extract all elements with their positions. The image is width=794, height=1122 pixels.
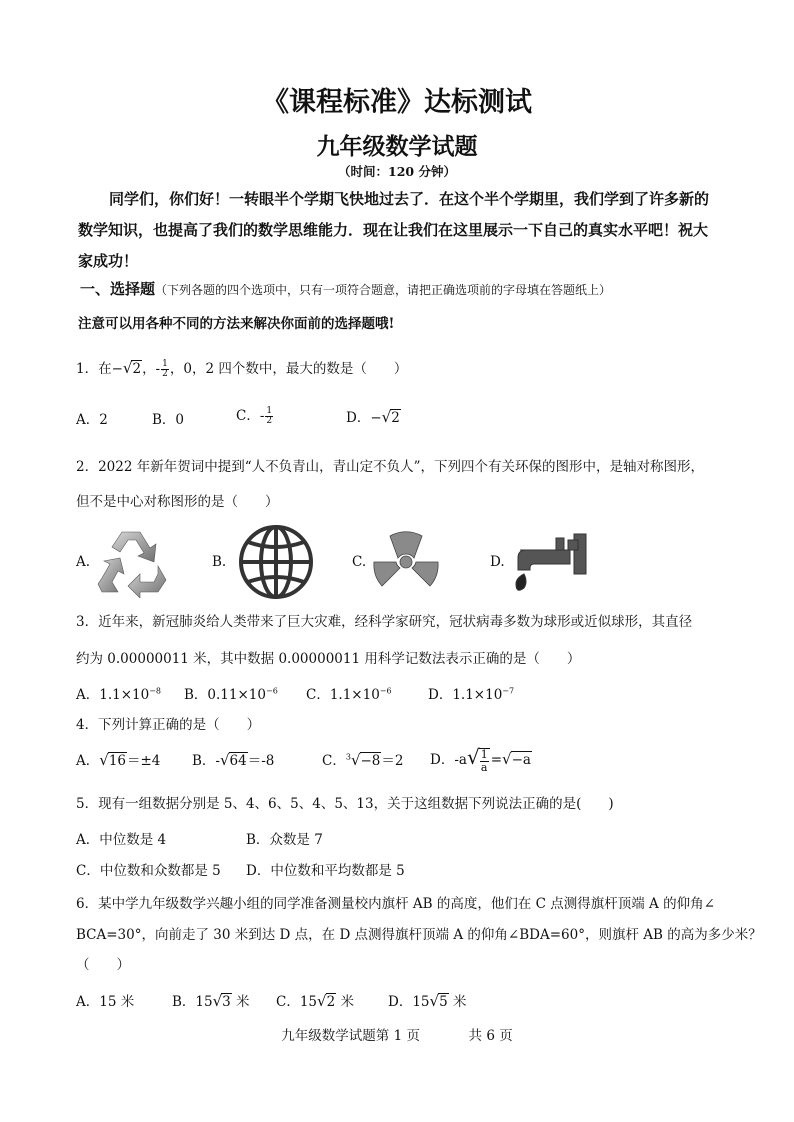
q2-line-2: 但不是中心对称图形的是（ ） [76, 494, 279, 510]
q6-option-b[interactable] [172, 990, 250, 1010]
section-note: （下列各题的四个选项中，只有一项符合题意，请把正确选项前的字母填在答题纸上） [155, 283, 612, 297]
q4-option-b-result: ＝-8 [247, 753, 275, 769]
q4-option-a-result: ＝±4 [127, 753, 161, 769]
q2-option-c[interactable]: C. [352, 554, 367, 570]
q6-option-d-label: D．15 [388, 994, 430, 1010]
q6-option-c[interactable] [276, 990, 354, 1010]
q6-option-d-unit: 米 [448, 994, 467, 1010]
root-index: 3 [345, 752, 351, 762]
q4-option-d-fraction [479, 748, 490, 774]
frac-denominator: 2 [266, 416, 273, 426]
exam-title: 《课程标准》达标测试 [262, 87, 532, 118]
q1-option-d-radicand: 2 [391, 410, 400, 426]
recycle-icon [96, 526, 172, 598]
q6-option-c-radicand: 2 [326, 994, 336, 1010]
q4-option-d-radicand: −a [511, 752, 531, 768]
sqrt-symbol: √ [429, 992, 440, 1010]
sqrt-symbol: √ [502, 750, 512, 768]
exponent: −6 [379, 686, 392, 696]
sqrt-symbol: √ [212, 992, 223, 1010]
q4-option-a-label: A． [76, 753, 100, 769]
q6-line-3: （ ） [76, 957, 130, 973]
q6-option-b-radicand: 3 [222, 994, 231, 1010]
q1-option-d[interactable] [346, 406, 401, 426]
exponent: −6 [265, 686, 278, 696]
q3-option-b-label: B．0.11×10 [184, 687, 266, 703]
q4-option-c[interactable] [322, 749, 404, 769]
sqrt-symbol: √ [317, 992, 327, 1010]
q3-option-c-label: C．1.1×10 [306, 687, 380, 703]
q4-option-b-label: B．- [192, 753, 220, 769]
sqrt-symbol: √ [381, 408, 392, 426]
cube-root-symbol: √ [350, 751, 361, 769]
equals-sign: = [490, 752, 502, 768]
q1-option-c-fraction [265, 407, 273, 426]
q1-fraction [161, 360, 169, 379]
frac-denominator: a [480, 760, 488, 774]
q4-option-b-radicand: 64 [229, 753, 247, 769]
exam-subtitle: 九年级数学试题 [316, 133, 478, 160]
intro-paragraph: 同学们，你们好！一转眼半个学期飞快地过去了．在这个半个学期里，我们学到了许多新的数学知识，也提高了我们的数学思维能力．现在让我们在这里展示一下自己的真实水平吧！祝大家成功！ [78, 190, 710, 270]
frac-denominator: 2 [162, 369, 168, 379]
q6-option-c-label: C．15 [276, 994, 318, 1010]
q5-option-d[interactable]: D．中位数和平均数都是 5 [246, 863, 405, 879]
frac-numerator: 1 [162, 359, 168, 369]
q4-option-d[interactable] [430, 745, 532, 774]
q3-option-d[interactable] [428, 683, 514, 703]
q5-option-a[interactable]: A．中位数是 4 [76, 832, 167, 848]
q2-option-a[interactable]: A. [76, 554, 91, 570]
section-heading [80, 278, 611, 299]
q5-option-b[interactable]: B．众数是 7 [246, 832, 323, 848]
q3-line-2: 约为 0.00000011 米，其中数据 0.00000011 用科学记数法表示正确的是（ ） [76, 651, 581, 667]
q6-option-b-unit: 米 [231, 994, 250, 1010]
q4-option-a-radicand: 16 [108, 753, 126, 769]
q2-line-1: 2．2022 年新年贺词中提到“人不负青山，青山定不负人”，下列四个有关环保的图形中，是轴对称图形， [76, 459, 705, 475]
q4-option-c-label: C． [322, 753, 346, 769]
section-tip: 注意可以用各种不同的方法来解决你面前的选择题哦! [78, 316, 395, 332]
q1-option-b[interactable]: B．0 [152, 412, 185, 428]
page-total: 共 6 页 [468, 1028, 513, 1044]
q1-radicand: 2 [132, 361, 142, 377]
page-footer [0, 1024, 794, 1044]
q3-line-1: 3．近年来，新冠肺炎给人类带来了巨大灾难，经科学家研究，冠状病毒多数为球形或近似球形，其直径 [76, 614, 693, 630]
exponent: −7 [502, 686, 515, 696]
q1-stem-c: ，0，2 四个数中，最大的数是（ ） [169, 361, 408, 377]
q3-option-a[interactable] [76, 683, 161, 703]
q4-option-c-result: ＝2 [381, 753, 404, 769]
sqrt-symbol: √ [466, 745, 480, 769]
q6-line-2: BCA=30°，向前走了 30 米到达 D 点，在 D 点测得旗杆顶端 A 的仰角∠BDA=60°，则旗杆 AB 的高为多少米？ [76, 927, 762, 943]
sqrt-symbol: √ [122, 359, 133, 377]
page-number: 九年级数学试题第 1 页 [281, 1028, 420, 1044]
q1-option-d-label: D．− [346, 410, 382, 426]
q4-option-b[interactable] [192, 749, 274, 769]
q1-option-c[interactable] [236, 404, 274, 426]
sqrt-symbol: √ [99, 751, 109, 769]
q6-option-b-label: B．15 [172, 994, 213, 1010]
section-title: 一、选择题 [80, 280, 156, 298]
q2-option-d[interactable]: D. [490, 554, 505, 570]
q6-option-d[interactable] [388, 990, 466, 1010]
q6-option-a[interactable]: A．15 米 [76, 994, 135, 1010]
faucet-icon [512, 528, 592, 596]
q1-option-c-label: C．- [236, 408, 265, 424]
sqrt-symbol: √ [219, 751, 230, 769]
q3-option-b[interactable] [184, 683, 278, 703]
radiation-icon [372, 526, 440, 594]
q3-option-d-label: D．1.1×10 [428, 687, 503, 703]
q4-option-c-radicand: −8 [360, 753, 381, 769]
globe-icon [234, 522, 318, 602]
q6-line-1: 6．某中学九年级数学兴趣小组的同学准备测量校内旗杆 AB 的高度，他们在 C 点测得旗杆顶端 A 的仰角∠ [76, 896, 715, 912]
frac-numerator: 1 [266, 406, 273, 416]
time-note: （时间：120 分钟） [338, 164, 456, 179]
q6-option-c-unit: 米 [336, 994, 354, 1010]
q1-option-a[interactable]: A．2 [76, 412, 108, 428]
q4-option-d-label: D．-a [430, 752, 467, 768]
q2-option-b[interactable]: B. [212, 554, 227, 570]
exponent: −8 [149, 686, 162, 696]
q1-stem-a: 1．在− [76, 361, 123, 377]
q4-stem: 4．下列计算正确的是（ ） [76, 717, 261, 733]
q5-option-c[interactable]: C．中位数和众数都是 5 [76, 863, 221, 879]
frac-numerator: 1 [480, 747, 488, 761]
q1-stem-b: ，- [142, 361, 161, 377]
q5-stem: 5．现有一组数据分别是 5、4、6、5、4、5、13，关于这组数据下列说法正确的是( ) [76, 796, 614, 812]
q6-option-d-radicand: 5 [439, 994, 448, 1010]
q4-option-a[interactable] [76, 749, 160, 769]
q3-option-a-label: A．1.1×10 [76, 687, 150, 703]
question-1 [76, 357, 407, 379]
q3-option-c[interactable] [306, 683, 392, 703]
